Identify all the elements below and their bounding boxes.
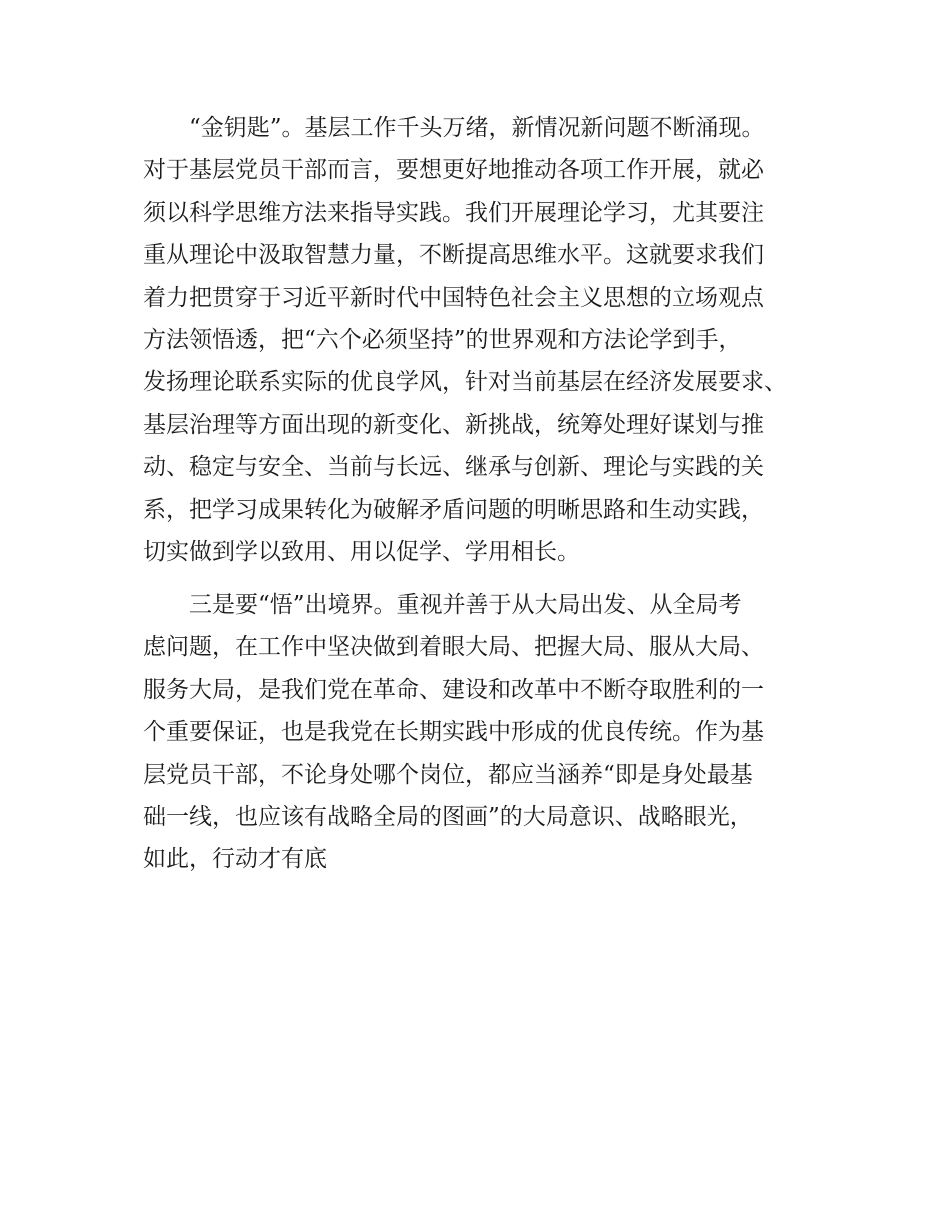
text-line: “金钥匙”。基层工作千头万绪，新情况新问题不断涌现。 <box>189 115 765 141</box>
text-line: 重从理论中汲取智慧力量，不断提高思维水平。这就要求我们 <box>143 242 764 269</box>
text-line: 服务大局，是我们党在革命、建设和改革中不断夺取胜利的一 <box>143 676 764 703</box>
text-line: 虑问题，在工作中坚决做到着眼大局、把握大局、服从大局、 <box>143 634 764 661</box>
text-line: 三是要“悟”出境界。重视并善于从大局出发、从全局考 <box>189 592 742 618</box>
paragraph-2 <box>143 584 764 881</box>
text-line: 切实做到学以致用、用以促学、学用相长。 <box>143 539 580 566</box>
text-line: 须以科学思维方法来指导实践。我们开展理论学习，尤其要注 <box>143 199 764 226</box>
text-line: 方法领悟透，把“六个必须坚持”的世界观和方法论学到手， <box>143 327 742 354</box>
text-line: 对于基层党员干部而言，要想更好地推动各项工作开展，就必 <box>143 157 764 184</box>
text-line: 如此，行动才有底 <box>143 846 327 873</box>
paragraph-1 <box>143 107 787 573</box>
text-line: 个重要保证，也是我党在长期实践中形成的优良传统。作为基 <box>143 719 764 746</box>
text-line: 础一线，也应该有战略全局的图画”的大局意识、战略眼光， <box>143 804 753 831</box>
text-line: 基层治理等方面出现的新变化、新挑战，统筹处理好谋划与推 <box>143 411 764 438</box>
text-line: 着力把贯穿于习近平新时代中国特色社会主义思想的立场观点 <box>143 284 764 311</box>
text-line: 层党员干部，不论身处哪个岗位，都应当涵养“即是身处最基 <box>143 761 753 788</box>
text-line: 发扬理论联系实际的优良学风，针对当前基层在经济发展要求、 <box>143 369 787 396</box>
text-line: 系，把学习成果转化为破解矛盾问题的明晰思路和生动实践， <box>143 496 764 523</box>
text-line: 动、稳定与安全、当前与长远、继承与创新、理论与实践的关 <box>143 454 764 481</box>
